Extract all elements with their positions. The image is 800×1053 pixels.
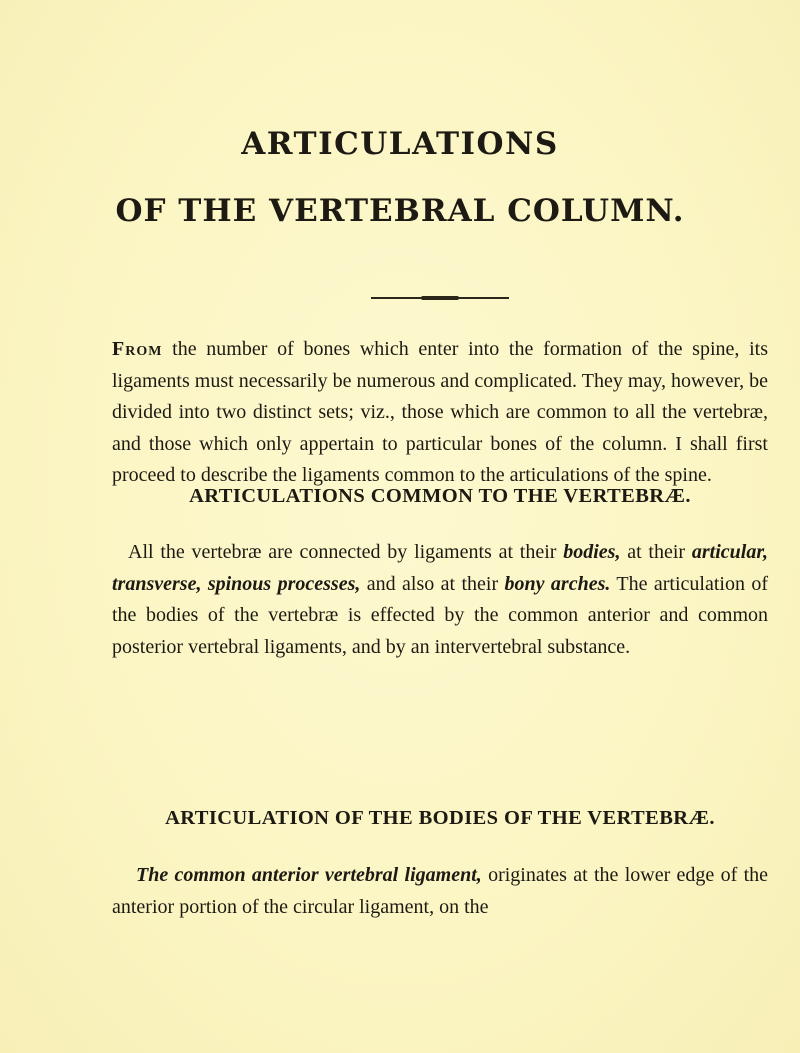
intro-text: the number of bones which enter into the formation of the spine, its ligaments must necessarily be numerous and complicated. They may, however, be divided into two distinct sets; viz., those which are common to all the vertebræ, and those which only appertain to particular bones of the column. I shall first proceed to describe the ligaments common to the articulations of the spine.	[112, 338, 768, 487]
section2-paragraph	[112, 860, 768, 923]
section2-text-1: originates at the lower edge of the anterior portion of the circular ligament, on the	[112, 864, 769, 918]
section-heading-bodies: ARTICULATION OF THE BODIES OF THE VERTEBRÆ.	[165, 807, 715, 829]
section1-text-1: All the vertebræ are connected by ligaments at their	[128, 541, 564, 563]
section1-emph-bodies: bodies,	[563, 541, 621, 563]
section2-emph-ligament: The common anterior vertebral ligament,	[136, 864, 482, 886]
intro-paragraph	[112, 334, 768, 492]
page-subtitle: OF THE VERTEBRAL COLUMN.	[115, 193, 685, 229]
section1-text-3: and also at their	[360, 572, 505, 595]
section1-paragraph	[112, 537, 768, 663]
section1-text-2: at their	[620, 541, 692, 563]
page-title: ARTICULATIONS	[241, 126, 559, 162]
ornamental-divider	[371, 297, 509, 299]
section1-text-4: The articulation of the bodies of the vertebræ is effected by the common anterior and common posterior vertebral ligaments, and by an intervertebral substance.	[112, 572, 769, 658]
section1-emph-processes: articular, transverse, spinous processes,	[112, 541, 768, 595]
intro-lead-word: From	[112, 338, 163, 360]
section1-emph-arches: bony arches.	[504, 572, 611, 595]
section-heading-common: ARTICULATIONS COMMON TO THE VERTEBRÆ.	[189, 485, 691, 507]
